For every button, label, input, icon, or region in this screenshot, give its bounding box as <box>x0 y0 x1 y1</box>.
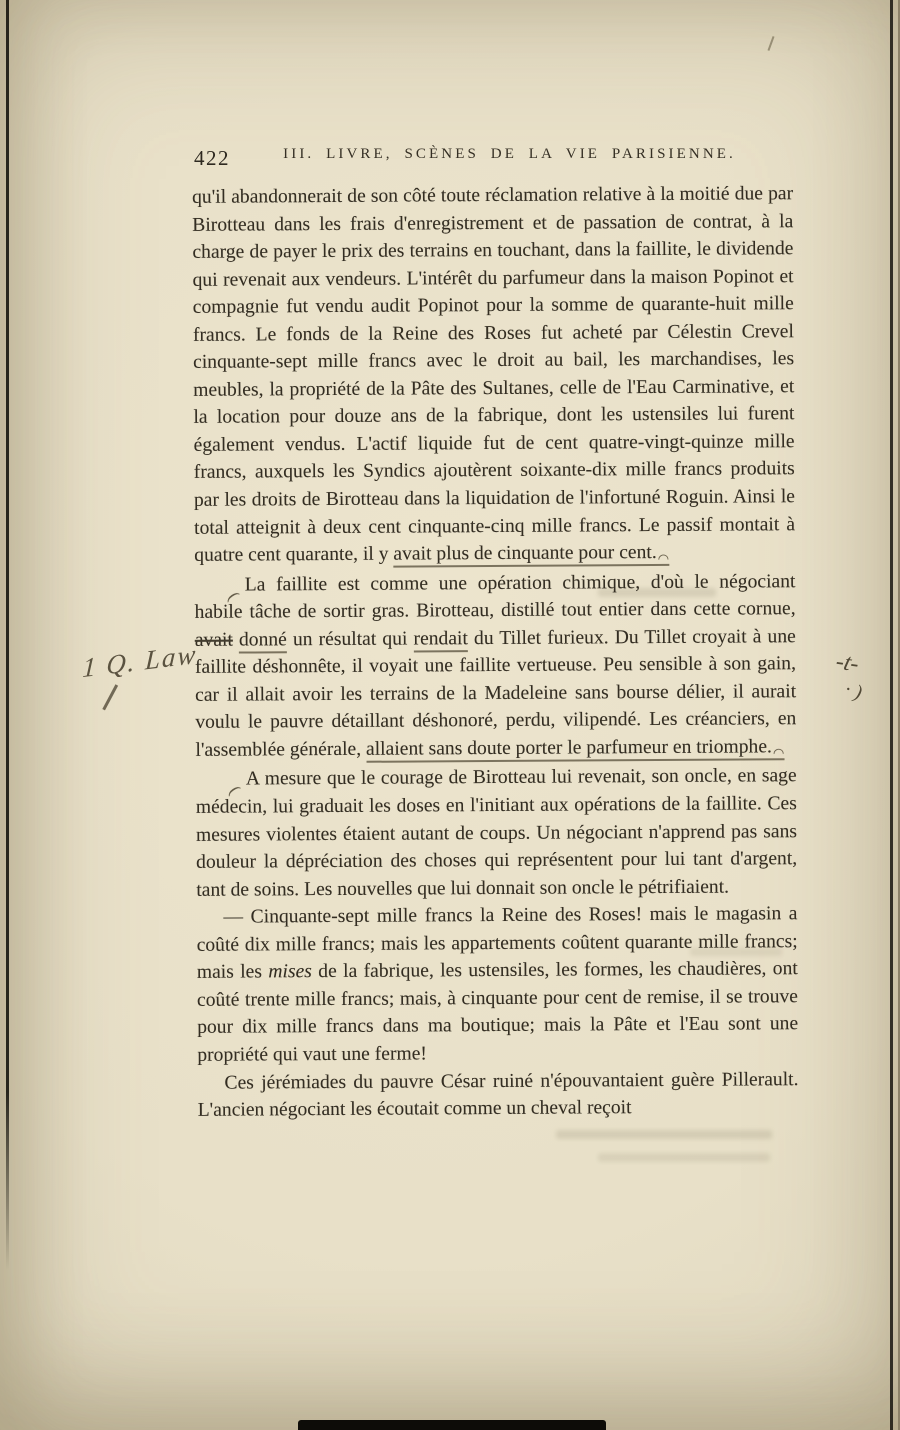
italic-word: mises <box>268 961 312 983</box>
bleed-through-mark <box>556 1130 772 1139</box>
paragraph-4-text: — Cinquante-sept mille francs la Reine des Roses! mais le magasin a coûté dix mille francs; mais les appartements coûtent quarante mille francs; mais les <box>196 903 798 984</box>
handwritten-margin-note-left: 1 Q. Law <box>81 638 199 684</box>
paragraph-5-text: Ces jérémiades du pauvre César ruiné n'épouvantaient guère Pillerault. L'ancien négociant les écoutait comme un cheval reçoit <box>197 1068 799 1121</box>
paragraph-1-text: qu'il abandonnerait de son côté toute réclamation relative à la moitié due par Birotteau dans les frais d'enregistrement et de passation de contrat, à la charge de payer le prix des terrains en touchant, dans la faillite, le dividende qui revenait aux vendeurs. L'intérêt du parfumeur dans la maison Popinot et compagnie fut vendu audit Popinot pour la somme de quarante-huit mille francs. Le fonds de la Reine des Roses fut acheté par Célestin Crevel cinquante-sept mille francs avec le droit au bail, les marchandises, les meubles, la propriété de la Pâte des Sultanes, celle de l'Eau Carminative, et la location pour douze ans de la fabrique, dont les ustensiles lui furent également vendus. L'actif liquide fut de cent quatre-vingt-quinze mille francs, auxquels les Syndics ajoutèrent soixante-dix mille francs produits par les droits de Birotteau dans la liquidation de l'infortuné Roguin. Ainsi le total atteignit à deux cent cinquante-cinq mille francs. Le passif montait à quatre cent quarante, il y <box>192 183 796 566</box>
pencil-slash-mark <box>102 684 117 710</box>
pencil-underlined-phrase: avait plus de cinquante pour cent. ◠ <box>393 542 669 568</box>
handwritten-margin-note-right-2: · ) <box>842 678 865 704</box>
paragraph-2-text: un résultat qui <box>286 628 414 651</box>
pencil-underlined-word: rendait <box>413 628 468 652</box>
paragraph-4-text: de la fabrique, les ustensiles, les formes, les chaudières, ont coûté trente mille francs; mais, à cinquante pour cent de remise, il se trouve pour dix mille francs dans ma boutique; mais la Pâte et l'Eau sont une propriété qui vaut une ferme! <box>196 958 799 1066</box>
paragraph-3 <box>196 763 798 904</box>
pencil-tick-mark <box>767 36 774 51</box>
pencil-underlined-word: donné <box>239 629 287 653</box>
paragraph-2-text: du Tillet furieux. Du Tillet croyait à une faillite déshonnête, il voyait une faillite vertueuse. Peu sensible à son gain, car il allait avoir les terrains de la Madeleine sans bourse délier, il aurait voulu le pauvre détaillant déshonoré, perdu, vilipendé. Les créanciers, en l'assemblée générale, <box>194 625 797 761</box>
scan-artifact-bar <box>298 1420 606 1430</box>
paragraph-5 <box>197 1066 798 1125</box>
pencil-underlined-phrase: allaient sans doute porter le parfumeur en triomphe. ◠ <box>366 736 784 763</box>
text-block <box>192 180 799 1124</box>
paragraph-3-text: A mesure que le courage de Birotteau lui revenait, son oncle, en sage médecin, lui graduait les doses en l'initiant aux opérations de la faillite. Ces mesures violentes étaient autant de coups. Un négociant n'apprend pas sans douleur la dépréciation des choses qui représentent pour lui tant d'argent, tant de soins. Les nouvelles que lui donnait son oncle le pétrifiaient. <box>195 765 798 901</box>
paragraph-4 <box>196 900 798 1069</box>
handwritten-margin-note-right: -t- <box>833 648 862 678</box>
paragraph-1 <box>192 180 795 571</box>
scan-edge-right <box>890 0 893 1430</box>
paragraph-2 <box>194 568 796 766</box>
page-number: 422 <box>194 146 230 170</box>
running-title: III. LIVRE, SCÈNES DE LA VIE PARISIENNE. <box>283 146 736 162</box>
ink-struck-word: avait <box>194 629 233 651</box>
bleed-through-mark <box>598 1153 770 1162</box>
paragraph-2-text: La faillite est comme une opération chimique, d'où le négociant habile tâche de sortir gras. Birotteau, distillé tout entier dans cette cornue, <box>194 570 796 624</box>
page-header <box>192 146 793 172</box>
scan-edge-left <box>6 0 9 1270</box>
